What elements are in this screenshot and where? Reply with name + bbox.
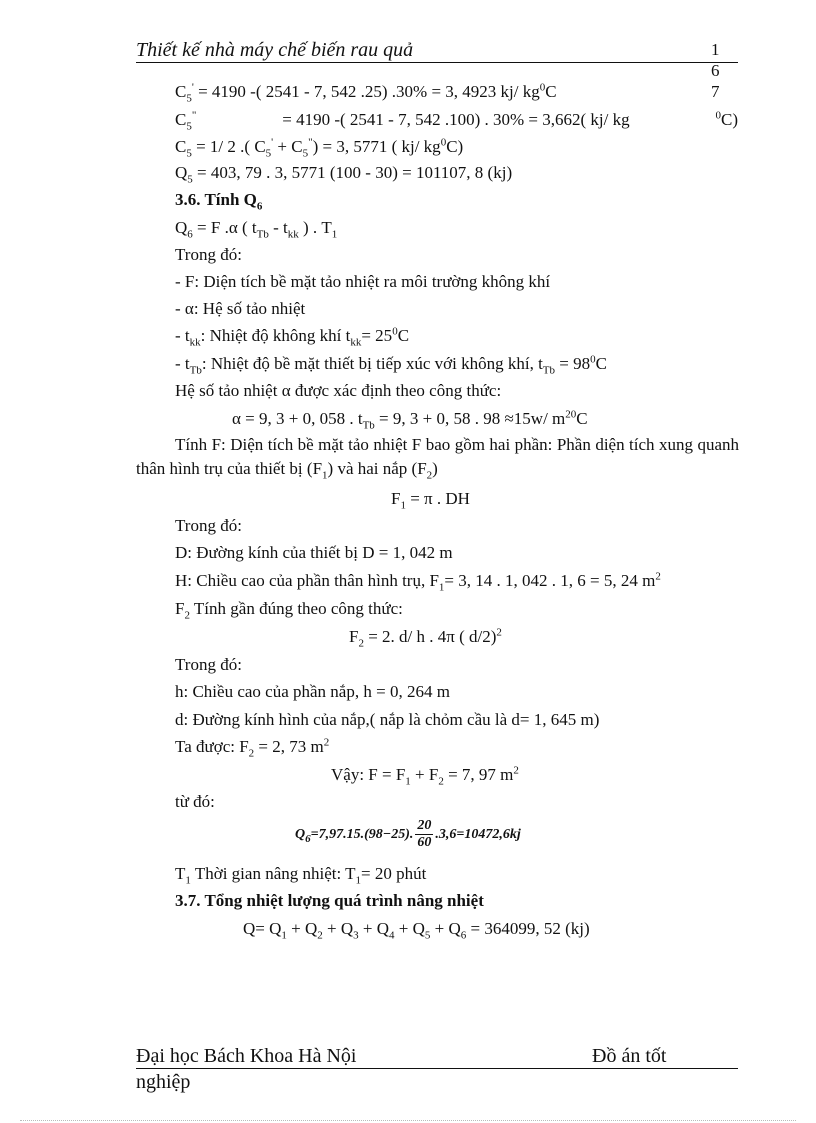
- footer-university: Đại học Bách Khoa Hà Nội: [136, 1045, 357, 1067]
- fraction-denominator: 60: [417, 835, 432, 850]
- h-definition: H: Chiều cao của phần thân hình trụ, $F_1= 3$, 14 . 1, 042 . 1, 6 = 5, 24 $m^2$: [175, 570, 661, 594]
- f-total-result: Vậy: $F = F_1 + F_2 = 7$, 97 $m^2$: [331, 764, 519, 788]
- tu-do-label: từ đó:: [175, 792, 215, 811]
- page-bottom-border: [20, 1120, 796, 1121]
- q6-fraction: [415, 818, 433, 851]
- trong-do-label-1: Trong đó:: [175, 245, 242, 264]
- page-number-digit-2: 6: [711, 61, 720, 80]
- page-number-digit-1: 1: [711, 40, 720, 59]
- h-cap-definition: h: Chiều cao của phần nắp, h = 0, 264 m: [175, 682, 450, 701]
- section-3-7-heading: 3.7. Tổng nhiệt lượng quá trình nâng nhiệt: [175, 891, 484, 910]
- footer-rule: [136, 1068, 738, 1069]
- q6-formula: $Q_6 = F$ .α ( $t_{Tb} - t_{kk}$ ) . $T_1$: [175, 218, 338, 241]
- alpha-formula-intro: Hệ số tảo nhiệt α được xác định theo công thức:: [175, 381, 502, 400]
- d-definition: D: Đường kính của thiết bị D = 1, 042 m: [175, 543, 453, 562]
- d-cap-definition: d: Đường kính hình của nắp,( nắp là chỏm cầu là d= 1, 645 m): [175, 710, 600, 729]
- tinh-f-paragraph: Tính F: Diện tích bề mặt tảo nhiệt F bao gồm hai phần: Phần diện tích xung quanh thân hình trụ của thiết bị $(F_1)$ và hai nắp $(F_2)$: [136, 435, 739, 482]
- q5-line: $Q_5 = 403$, 79 . 3, 5771 (100 - 30) = 101107, 8 (kj): [175, 163, 513, 186]
- footer-project: Đồ án tốt: [592, 1045, 667, 1067]
- q-total-formula: $Q= Q_1 + Q_2 + Q_3 + Q_4 + Q_5 + Q_6 = 364099$, 52 (kj): [243, 919, 590, 942]
- f-definition: - F: Diện tích bề mặt tảo nhiệt ra môi trường không khí: [175, 272, 551, 291]
- footer-continuation: nghiệp: [136, 1071, 191, 1093]
- q6-calculation: $Q_6$ =7,97.15.(98−25). $\frac{20}{60}$ .3,6=10472,6 kj: [295, 818, 521, 850]
- trong-do-label-2: Trong đó:: [175, 516, 242, 535]
- c5-double-prime-line: $C_5^"$ = 4190 -( 2541 - 7, 542 .100) . 30% = 3,662( kj/ kg $^0$C): [175, 109, 738, 133]
- fraction-numerator: 20: [417, 818, 432, 833]
- t1-definition: $T_1$ Thời gian nâng nhiệt: $T_1= 20$ phút: [175, 864, 427, 887]
- header-title: Thiết kế nhà máy chế biến rau quả: [136, 39, 414, 61]
- alpha-definition: - α: Hệ số tảo nhiệt: [175, 299, 306, 318]
- c5-prime-line: $C_5' = 4190$ -( 2541 - 7, 542 .25) .30% = 3, 4923 kj/ $kg^0C$: [175, 81, 557, 105]
- trong-do-label-3: Trong đó:: [175, 655, 242, 674]
- page-number-digit-3: 7: [711, 82, 720, 101]
- section-3-6-heading: 3.6. Tính $Q_6$: [175, 190, 263, 213]
- alpha-formula: α = 9, 3 + 0, 058 . $t_{Tb} = 9$, 3 + 0, 58 . 98 ≈15w/ $m^{20}C$: [232, 408, 588, 432]
- f1-formula: $F_1 = \pi$ . DH: [391, 489, 470, 512]
- c5-average-line: $C_5 = 1/$ 2 .( $C_5' + C_5^") = 3$, 5771 ( kj/ $kg^0C$): [175, 136, 464, 160]
- f2-intro: $F_2$ Tính gần đúng theo công thức:: [175, 599, 403, 622]
- header-rule: [136, 62, 738, 63]
- f2-formula: $F_2 = 2$. d/ h . 4π ( d/2)$^2$: [349, 626, 502, 650]
- f2-result: Ta được: $F_2 = 2$, 73 $m^2$: [175, 736, 330, 760]
- ttb-definition: - $t_{Tb}$: Nhiệt độ bề mặt thiết bị tiếp xúc với không khí, $t_{Tb} = 98^0C$: [175, 353, 607, 377]
- tkk-definition: - $t_{kk}$: Nhiệt độ không khí $t_{kk}= 25^0C$: [175, 325, 410, 349]
